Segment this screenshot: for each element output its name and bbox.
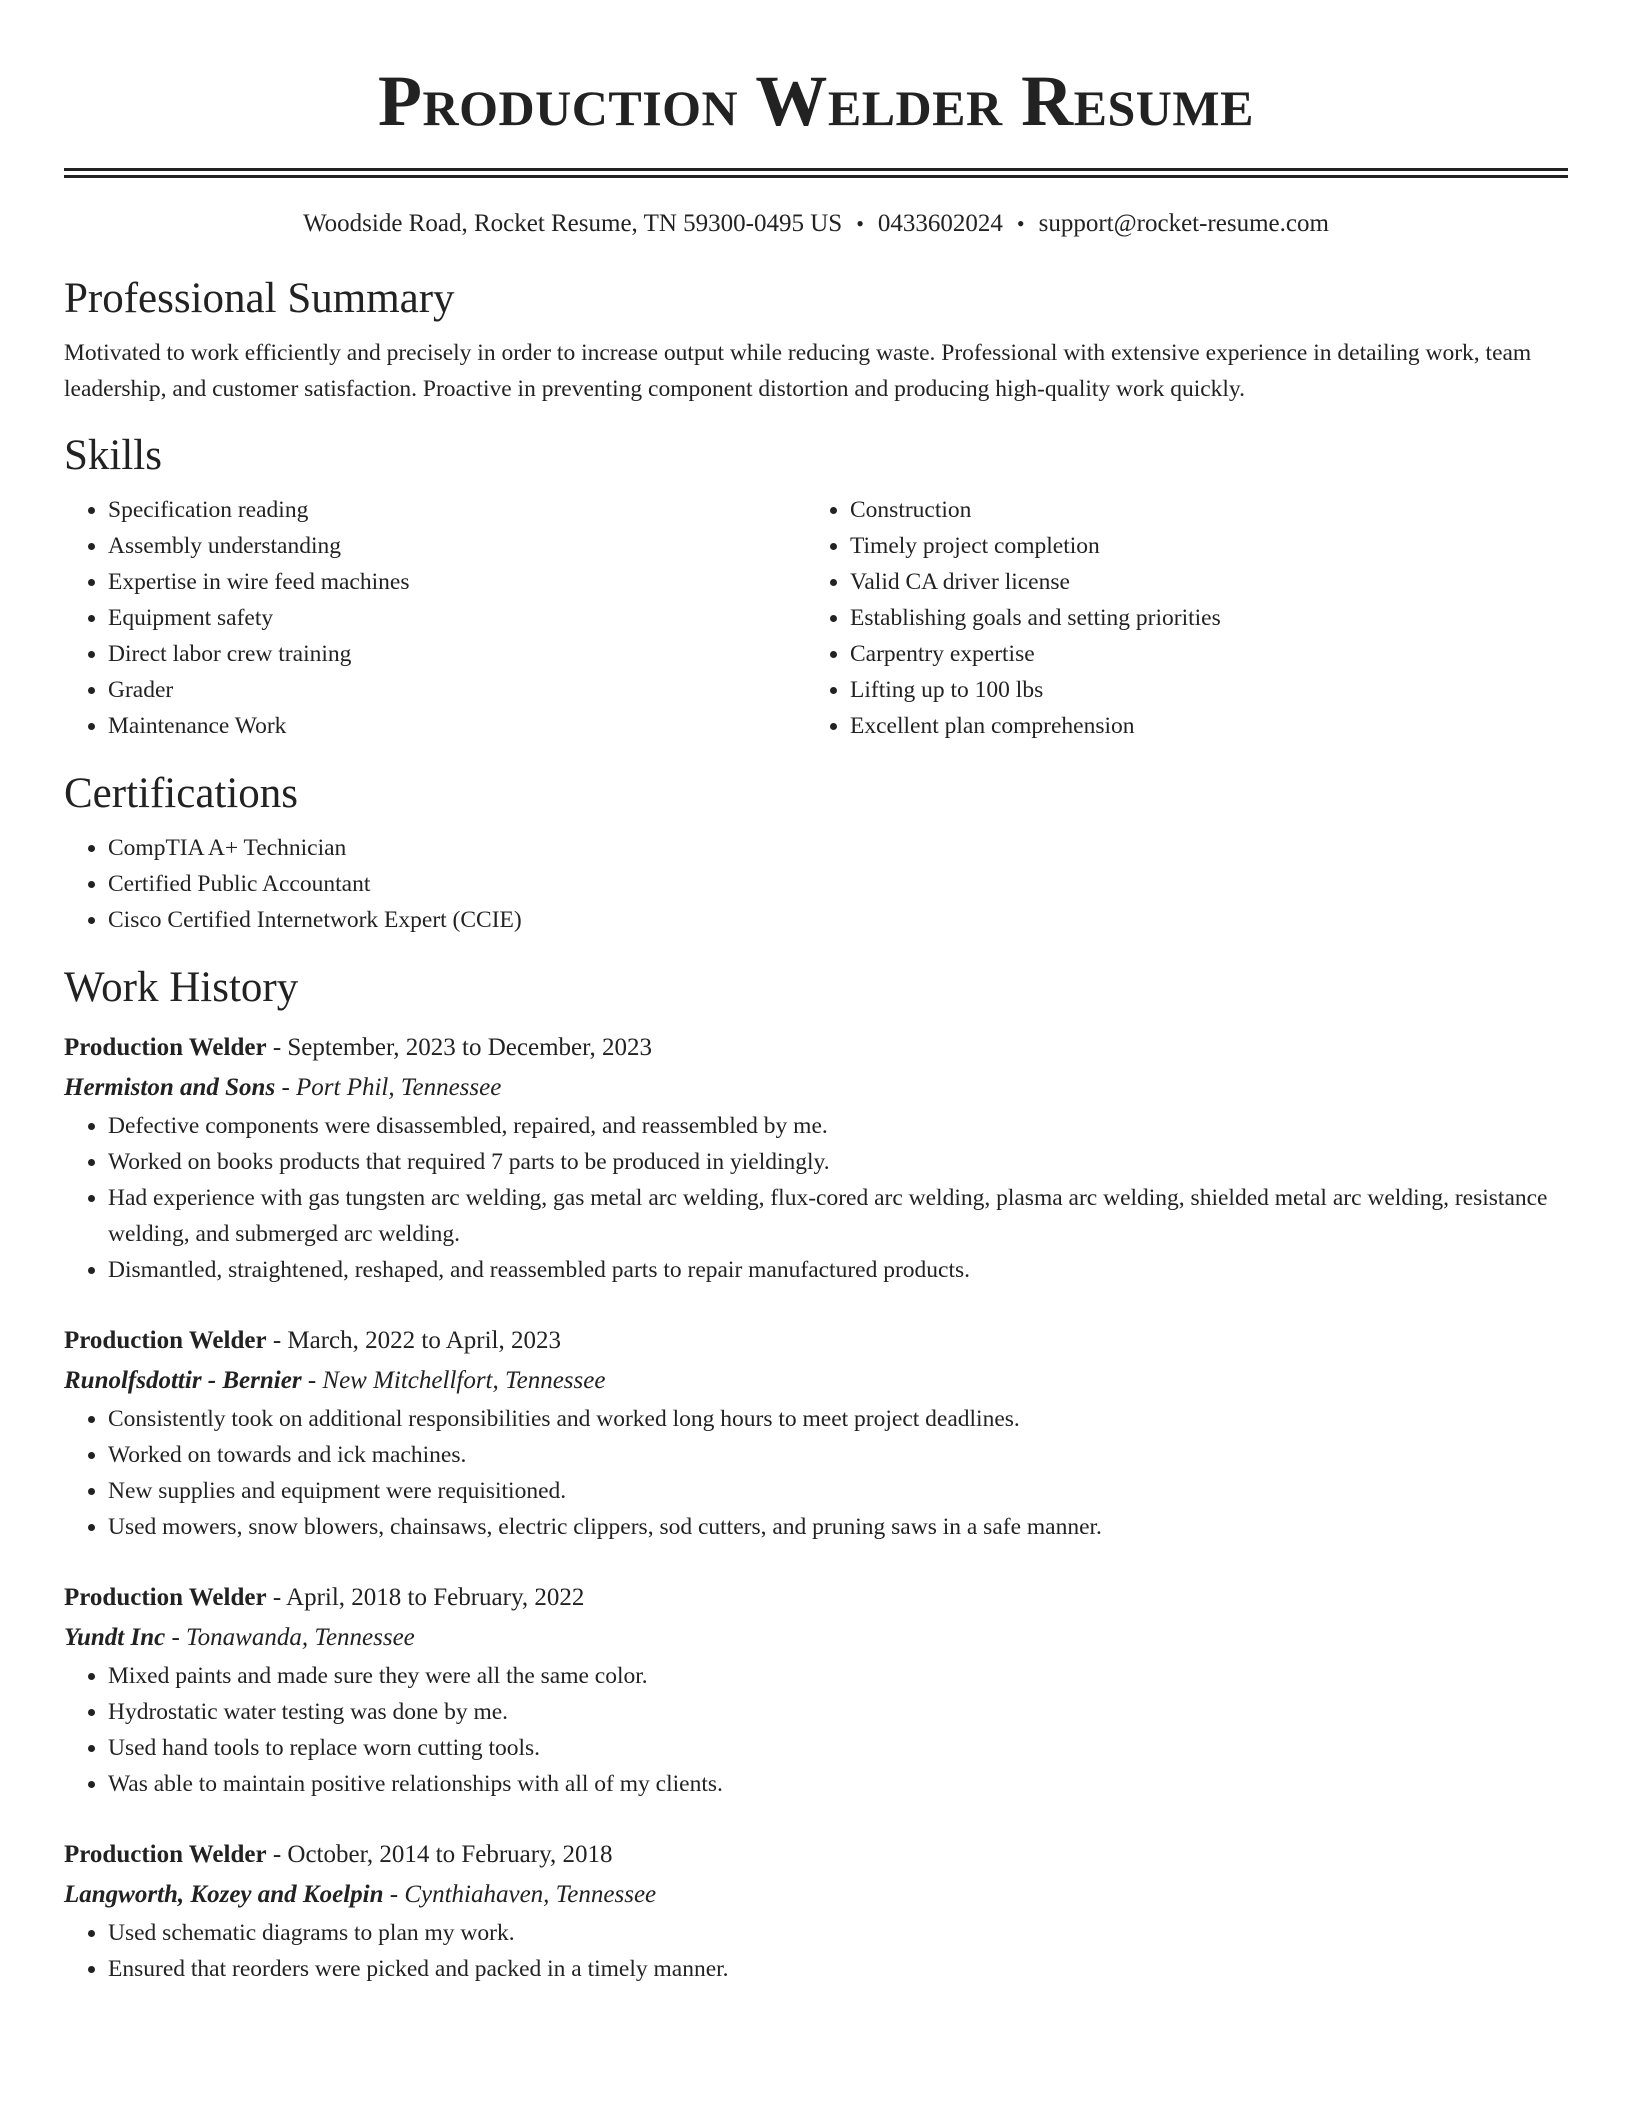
- certification-item: • Cisco Certified Internetwork Expert (CCIE): [108, 902, 1568, 938]
- job-dash: -: [266, 1841, 288, 1868]
- job-entry: [64, 1028, 1568, 1288]
- job-title: Production Welder: [64, 1841, 267, 1868]
- job-dates: April, 2018 to February, 2022: [286, 1584, 585, 1611]
- job-location: New Mitchellfort, Tennessee: [322, 1367, 606, 1394]
- summary-heading: Professional Summary: [64, 275, 455, 322]
- job-company: Langworth, Kozey and Koelpin: [64, 1881, 384, 1908]
- job-dates: March, 2022 to April, 2023: [287, 1327, 561, 1354]
- job-location: Port Phil, Tennessee: [296, 1074, 502, 1101]
- job-employer: [64, 1618, 1568, 1658]
- job-bullet: • Was able to maintain positive relationships with all of my clients.: [108, 1766, 1568, 1802]
- skill-item: • Specification reading: [108, 492, 806, 528]
- job-entry: [64, 1835, 1568, 1987]
- job-dash: -: [266, 1327, 288, 1354]
- resume-page: [64, 0, 1568, 1987]
- job-responsibilities: [64, 1401, 1568, 1545]
- skill-item: • Carpentry expertise: [850, 636, 1548, 672]
- job-header: [64, 1321, 1568, 1361]
- job-dash: -: [266, 1034, 288, 1061]
- work-history-heading: Work History: [64, 964, 299, 1011]
- job-title: Production Welder: [64, 1034, 267, 1061]
- job-bullet: • New supplies and equipment were requisitioned.: [108, 1473, 1568, 1509]
- job-title: Production Welder: [64, 1327, 267, 1354]
- job-bullet: • Worked on books products that required 7 parts to be produced in yieldingly.: [108, 1144, 1568, 1180]
- contact-separator: •: [1016, 211, 1025, 236]
- job-bullet: • Consistently took on additional responsibilities and worked long hours to meet project deadlines.: [108, 1401, 1568, 1437]
- skills-heading: Skills: [64, 432, 162, 479]
- job-bullet: • Worked on towards and ick machines.: [108, 1437, 1568, 1473]
- job-employer: [64, 1068, 1568, 1108]
- job-header: [64, 1028, 1568, 1068]
- job-bullet: • Used mowers, snow blowers, chainsaws, electric clippers, sod cutters, and pruning saws in a safe manner.: [108, 1509, 1568, 1545]
- title-double-rule: [64, 168, 1568, 178]
- skill-item: • Assembly understanding: [108, 528, 806, 564]
- job-bullet: • Used schematic diagrams to plan my work.: [108, 1915, 1568, 1951]
- job-location: Cynthiahaven, Tennessee: [404, 1881, 657, 1908]
- job-bullet: • Hydrostatic water testing was done by me.: [108, 1694, 1568, 1730]
- certification-item: • CompTIA A+ Technician: [108, 830, 1568, 866]
- job-header: [64, 1835, 1568, 1875]
- job-header: [64, 1578, 1568, 1618]
- job-company: Runolfsdottir - Bernier: [64, 1367, 302, 1394]
- skills-column-right: [806, 492, 1548, 744]
- job-dash: -: [165, 1624, 187, 1651]
- job-location: Tonawanda, Tennessee: [186, 1624, 415, 1651]
- skill-item: • Valid CA driver license: [850, 564, 1548, 600]
- skill-item: • Excellent plan comprehension: [850, 708, 1548, 744]
- contact-email: support@rocket-resume.com: [1038, 210, 1329, 237]
- contact-phone: 0433602024: [877, 210, 1003, 237]
- job-bullet: • Dismantled, straightened, reshaped, and reassembled parts to repair manufactured products.: [108, 1252, 1568, 1288]
- job-bullet: • Defective components were disassembled, repaired, and reassembled by me.: [108, 1108, 1568, 1144]
- job-responsibilities: [64, 1108, 1568, 1288]
- job-employer: [64, 1361, 1568, 1401]
- skill-item: • Direct labor crew training: [108, 636, 806, 672]
- job-entry: [64, 1321, 1568, 1545]
- job-title: Production Welder: [64, 1584, 267, 1611]
- job-dash: -: [383, 1881, 405, 1908]
- skill-item: • Timely project completion: [850, 528, 1548, 564]
- job-company: Hermiston and Sons: [64, 1074, 276, 1101]
- summary-text: Motivated to work efficiently and precisely in order to increase output while reducing waste. Professional with extensive experience in detailing work, team leadership, and customer satisfaction. Proactive in preventing component distortion and producing high-quality work quickly.: [64, 340, 1532, 402]
- skill-item: • Lifting up to 100 lbs: [850, 672, 1548, 708]
- skills-column-left: [64, 492, 806, 744]
- job-company: Yundt Inc: [64, 1624, 166, 1651]
- skill-item: • Equipment safety: [108, 600, 806, 636]
- job-bullet: • Used hand tools to replace worn cutting tools.: [108, 1730, 1568, 1766]
- skill-item: • Establishing goals and setting priorities: [850, 600, 1548, 636]
- job-dates: September, 2023 to December, 2023: [287, 1034, 652, 1061]
- skill-item: • Grader: [108, 672, 806, 708]
- contact-address: Woodside Road, Rocket Resume, TN 59300-0495 US: [303, 210, 843, 237]
- job-dash: -: [266, 1584, 287, 1611]
- job-bullet: • Ensured that reorders were picked and packed in a timely manner.: [108, 1951, 1568, 1987]
- job-responsibilities: [64, 1658, 1568, 1802]
- job-bullet: • Mixed paints and made sure they were all the same color.: [108, 1658, 1568, 1694]
- job-bullet: • Had experience with gas tungsten arc welding, gas metal arc welding, flux-cored arc welding, plasma arc welding, shielded metal arc welding, resistance welding, and submerged arc welding.: [108, 1180, 1568, 1252]
- job-employer: [64, 1875, 1568, 1915]
- job-entry: [64, 1578, 1568, 1802]
- resume-title: Production Welder Resume: [378, 61, 1254, 141]
- contact-line: [64, 208, 1568, 240]
- contact-separator: •: [856, 211, 864, 236]
- certifications-list: [64, 830, 1568, 938]
- skill-item: • Construction: [850, 492, 1548, 528]
- job-dates: October, 2014 to February, 2018: [287, 1841, 613, 1868]
- certifications-heading: Certifications: [64, 770, 299, 817]
- skill-item: • Maintenance Work: [108, 708, 806, 744]
- job-dash: -: [275, 1074, 297, 1101]
- certification-item: • Certified Public Accountant: [108, 866, 1568, 902]
- skill-item: • Expertise in wire feed machines: [108, 564, 806, 600]
- job-dash: -: [301, 1367, 323, 1394]
- skills-list: [64, 492, 1568, 744]
- job-responsibilities: [64, 1915, 1568, 1987]
